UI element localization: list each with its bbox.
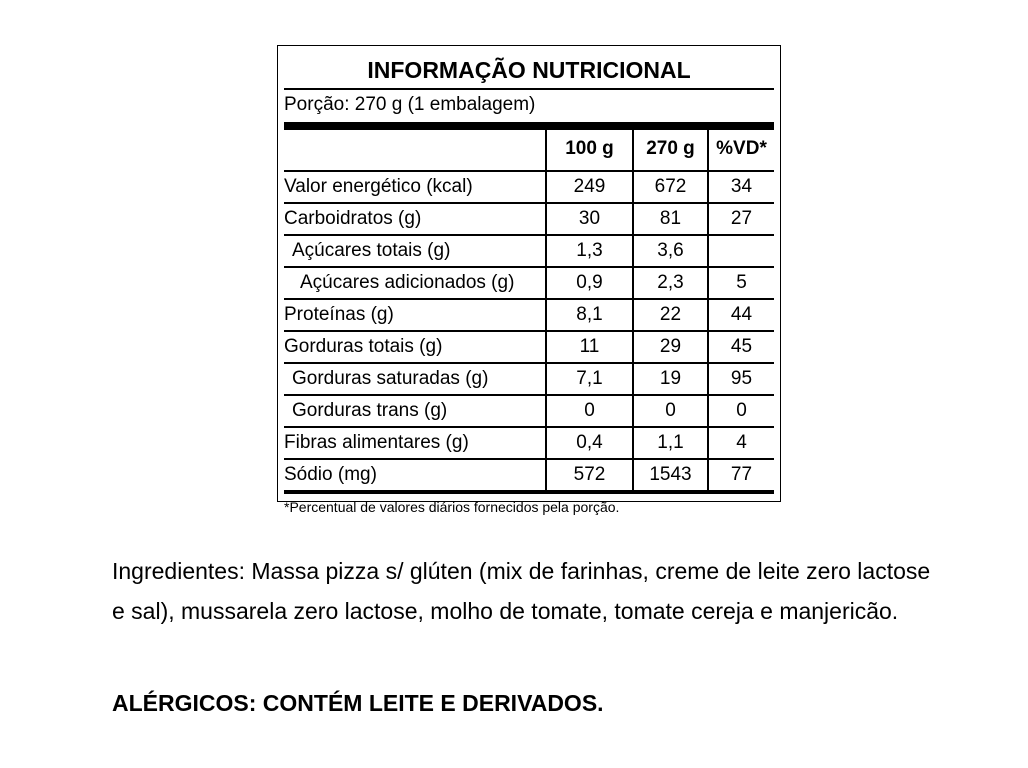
value-per-270g: 0: [633, 395, 708, 427]
table-row: [284, 299, 774, 331]
value-daily-percent: 0: [708, 395, 774, 427]
value-per-270g: 1,1: [633, 427, 708, 459]
value-per-100g: 7,1: [546, 363, 633, 395]
table-row: [284, 203, 774, 235]
value-per-270g: 3,6: [633, 235, 708, 267]
value-per-270g: 19: [633, 363, 708, 395]
nutrient-name: Fibras alimentares (g): [284, 427, 546, 459]
value-per-100g: 8,1: [546, 299, 633, 331]
nutrition-facts-label: [277, 45, 781, 515]
nutrient-name: Gorduras trans (g): [284, 395, 546, 427]
value-daily-percent: 5: [708, 267, 774, 299]
portion-size: Porção: 270 g (1 embalagem): [284, 94, 536, 115]
footnote: *Percentual de valores diários fornecidos pela porção.: [284, 499, 620, 515]
nutrient-name: Sódio (mg): [284, 459, 546, 492]
value-per-270g: 672: [633, 171, 708, 203]
table-row: [284, 395, 774, 427]
allergens-warning: ALÉRGICOS: CONTÉM LEITE E DERIVADOS.: [112, 690, 604, 716]
value-daily-percent: 27: [708, 203, 774, 235]
table-row: [284, 459, 774, 492]
header-per-100g: 100 g: [546, 130, 633, 168]
table-row: [284, 267, 774, 299]
value-per-100g: 249: [546, 171, 633, 203]
header-per-270g: 270 g: [633, 130, 708, 168]
header-nutrient: [284, 130, 546, 168]
nutrient-name: Açúcares adicionados (g): [284, 267, 546, 299]
value-per-270g: 29: [633, 331, 708, 363]
value-per-100g: 1,3: [546, 235, 633, 267]
nutrient-name: Gorduras saturadas (g): [284, 363, 546, 395]
value-daily-percent: 34: [708, 171, 774, 203]
value-daily-percent: 45: [708, 331, 774, 363]
table-row: [284, 427, 774, 459]
nutrient-name: Proteínas (g): [284, 299, 546, 331]
table-row: [284, 363, 774, 395]
table-row: [284, 171, 774, 203]
value-daily-percent: 4: [708, 427, 774, 459]
nutrition-table: [284, 130, 774, 494]
value-per-270g: 22: [633, 299, 708, 331]
nutrition-title: INFORMAÇÃO NUTRICIONAL: [284, 46, 774, 90]
value-per-270g: 81: [633, 203, 708, 235]
nutrient-name: Valor energético (kcal): [284, 171, 546, 203]
value-per-100g: 30: [546, 203, 633, 235]
nutrient-name: Gorduras totais (g): [284, 331, 546, 363]
header-daily-value: %VD*: [708, 130, 774, 168]
table-header-row: [284, 130, 774, 168]
value-daily-percent: 77: [708, 459, 774, 492]
table-row: [284, 331, 774, 363]
value-per-100g: 0,4: [546, 427, 633, 459]
value-per-270g: 1543: [633, 459, 708, 492]
value-daily-percent: 95: [708, 363, 774, 395]
value-per-100g: 11: [546, 331, 633, 363]
value-per-270g: 2,3: [633, 267, 708, 299]
nutrient-name: Açúcares totais (g): [284, 235, 546, 267]
value-daily-percent: [708, 235, 774, 267]
value-per-100g: 572: [546, 459, 633, 492]
nutrient-name: Carboidratos (g): [284, 203, 546, 235]
ingredients-text: Ingredientes: Massa pizza s/ glúten (mix de farinhas, creme de leite zero lactose e sal), mussarela zero lactose, molho de tomate, tomate cereja e manjericão.: [112, 558, 931, 624]
value-daily-percent: 44: [708, 299, 774, 331]
divider-thick: [284, 122, 774, 130]
table-row: [284, 235, 774, 267]
value-per-100g: 0,9: [546, 267, 633, 299]
value-per-100g: 0: [546, 395, 633, 427]
